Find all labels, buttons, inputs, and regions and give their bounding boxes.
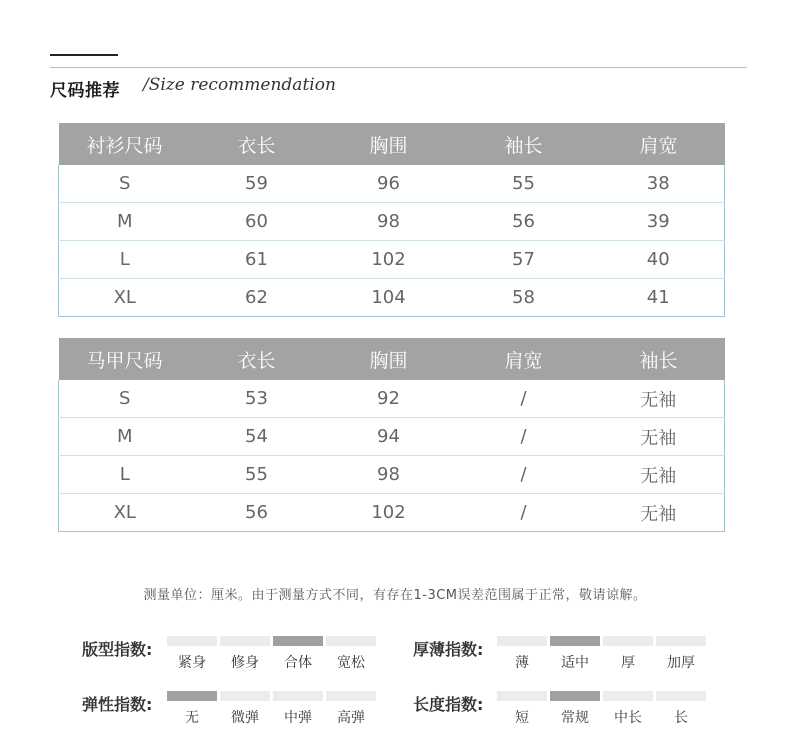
table-cell: 无袖	[593, 456, 725, 494]
column-header: 袖长	[455, 123, 593, 165]
scale-option-label: 加厚	[667, 655, 695, 671]
table-cell: /	[520, 388, 527, 409]
table-row	[59, 380, 725, 418]
scale-option-label: 长	[674, 710, 688, 726]
table-cell: 102	[323, 494, 455, 532]
table-row	[59, 241, 725, 279]
column-header: 肩宽	[593, 123, 725, 165]
table-cell: S	[119, 388, 131, 409]
table-cell: XL	[59, 279, 191, 317]
table-cell: 60	[191, 203, 323, 241]
scale-option-label: 修身	[231, 655, 259, 671]
table-cell: L	[59, 456, 191, 494]
thickness-index-scale	[497, 636, 709, 676]
scale-segment	[220, 636, 270, 646]
table-row	[59, 279, 725, 317]
scale-option-label: 短	[515, 710, 529, 726]
table-cell: 102	[323, 241, 455, 279]
scale-segment-selected	[167, 691, 217, 701]
scale-segment	[497, 691, 547, 701]
scale-segment	[497, 636, 547, 646]
table-cell: 55	[191, 456, 323, 494]
table-cell: 104	[323, 279, 455, 317]
scale-option-label: 合体	[284, 655, 312, 671]
scale-segment	[603, 691, 653, 701]
table-cell: 39	[593, 203, 725, 241]
scale-option-label: 微弹	[231, 710, 259, 726]
table-cell: 41	[593, 279, 725, 317]
scale-option-label: 适中	[561, 655, 589, 671]
scale-segment	[273, 691, 323, 701]
table-header-row	[59, 338, 725, 380]
table-row	[59, 165, 725, 203]
page-title: 尺码推荐	[50, 81, 120, 101]
scale-segment	[656, 636, 706, 646]
fit-index-scale	[167, 636, 379, 676]
table-cell: 94	[323, 418, 455, 456]
measurement-note: 测量单位：厘米。由于测量方式不同，有存在1-3CM误差范围属于正常，敬请谅解。	[143, 588, 647, 603]
table-cell: 96	[377, 173, 400, 194]
thickness-index-label: 厚薄指数:	[413, 640, 484, 659]
table-cell: /	[455, 456, 593, 494]
scale-option-label: 高弹	[337, 710, 365, 726]
table-row	[59, 203, 725, 241]
scale-segment-selected	[550, 691, 600, 701]
vest-size-table	[58, 338, 725, 532]
table-cell: 55	[512, 173, 535, 194]
scale-option-label: 无	[185, 710, 199, 726]
scale-segment-selected	[273, 636, 323, 646]
table-cell: 40	[593, 241, 725, 279]
table-cell: 56	[191, 494, 323, 532]
table-header-row	[59, 123, 725, 165]
table-cell: L	[59, 241, 191, 279]
header-divider	[50, 67, 747, 68]
table-cell: M	[59, 418, 191, 456]
scale-segment	[656, 691, 706, 701]
table-cell: M	[59, 203, 191, 241]
column-header: 胸围	[323, 123, 455, 165]
table-cell: 62	[191, 279, 323, 317]
scale-option-label: 紧身	[178, 655, 206, 671]
table-row	[59, 494, 725, 532]
table-cell: 56	[455, 203, 593, 241]
table-cell: S	[119, 173, 131, 194]
table-cell: 61	[191, 241, 323, 279]
scale-segment-selected	[550, 636, 600, 646]
scale-option-label: 中弹	[284, 710, 312, 726]
fit-index-label: 版型指数:	[82, 640, 153, 659]
column-header: 袖长	[593, 338, 725, 380]
page-subtitle: /Size recommendation	[143, 75, 336, 95]
column-header: 肩宽	[455, 338, 593, 380]
elasticity-index-label: 弹性指数:	[82, 695, 153, 714]
scale-segment	[326, 636, 376, 646]
length-index-label: 长度指数:	[413, 695, 484, 714]
table-cell: 54	[191, 418, 323, 456]
table-cell: 92	[377, 388, 400, 409]
table-row	[59, 418, 725, 456]
table-cell: /	[455, 494, 593, 532]
column-header: 衣长	[191, 338, 323, 380]
scale-segment	[220, 691, 270, 701]
table-cell: 58	[455, 279, 593, 317]
column-header: 胸围	[323, 338, 455, 380]
scale-option-label: 中长	[614, 710, 642, 726]
elasticity-index-scale	[167, 691, 379, 731]
table-cell: 53	[245, 388, 268, 409]
column-header: 马甲尺码	[59, 338, 191, 380]
scale-option-label: 厚	[621, 655, 635, 671]
length-index-scale	[497, 691, 709, 731]
table-cell: 38	[646, 173, 670, 194]
table-row	[59, 456, 725, 494]
table-cell: 无袖	[593, 418, 725, 456]
column-header: 衣长	[191, 123, 323, 165]
column-header: 衬衫尺码	[59, 123, 191, 165]
shirt-size-table	[58, 123, 725, 317]
table-cell: 无袖	[640, 389, 677, 411]
table-cell: 98	[323, 203, 455, 241]
scale-segment	[603, 636, 653, 646]
table-cell: 57	[455, 241, 593, 279]
table-cell: 59	[245, 173, 268, 194]
table-cell: 无袖	[593, 494, 725, 532]
table-cell: /	[455, 418, 593, 456]
scale-segment	[326, 691, 376, 701]
scale-segment	[167, 636, 217, 646]
scale-option-label: 常规	[561, 710, 589, 726]
table-cell: XL	[59, 494, 191, 532]
scale-option-label: 宽松	[337, 655, 365, 671]
scale-option-label: 薄	[515, 655, 529, 671]
table-cell: 98	[323, 456, 455, 494]
header-accent-line	[50, 54, 118, 56]
